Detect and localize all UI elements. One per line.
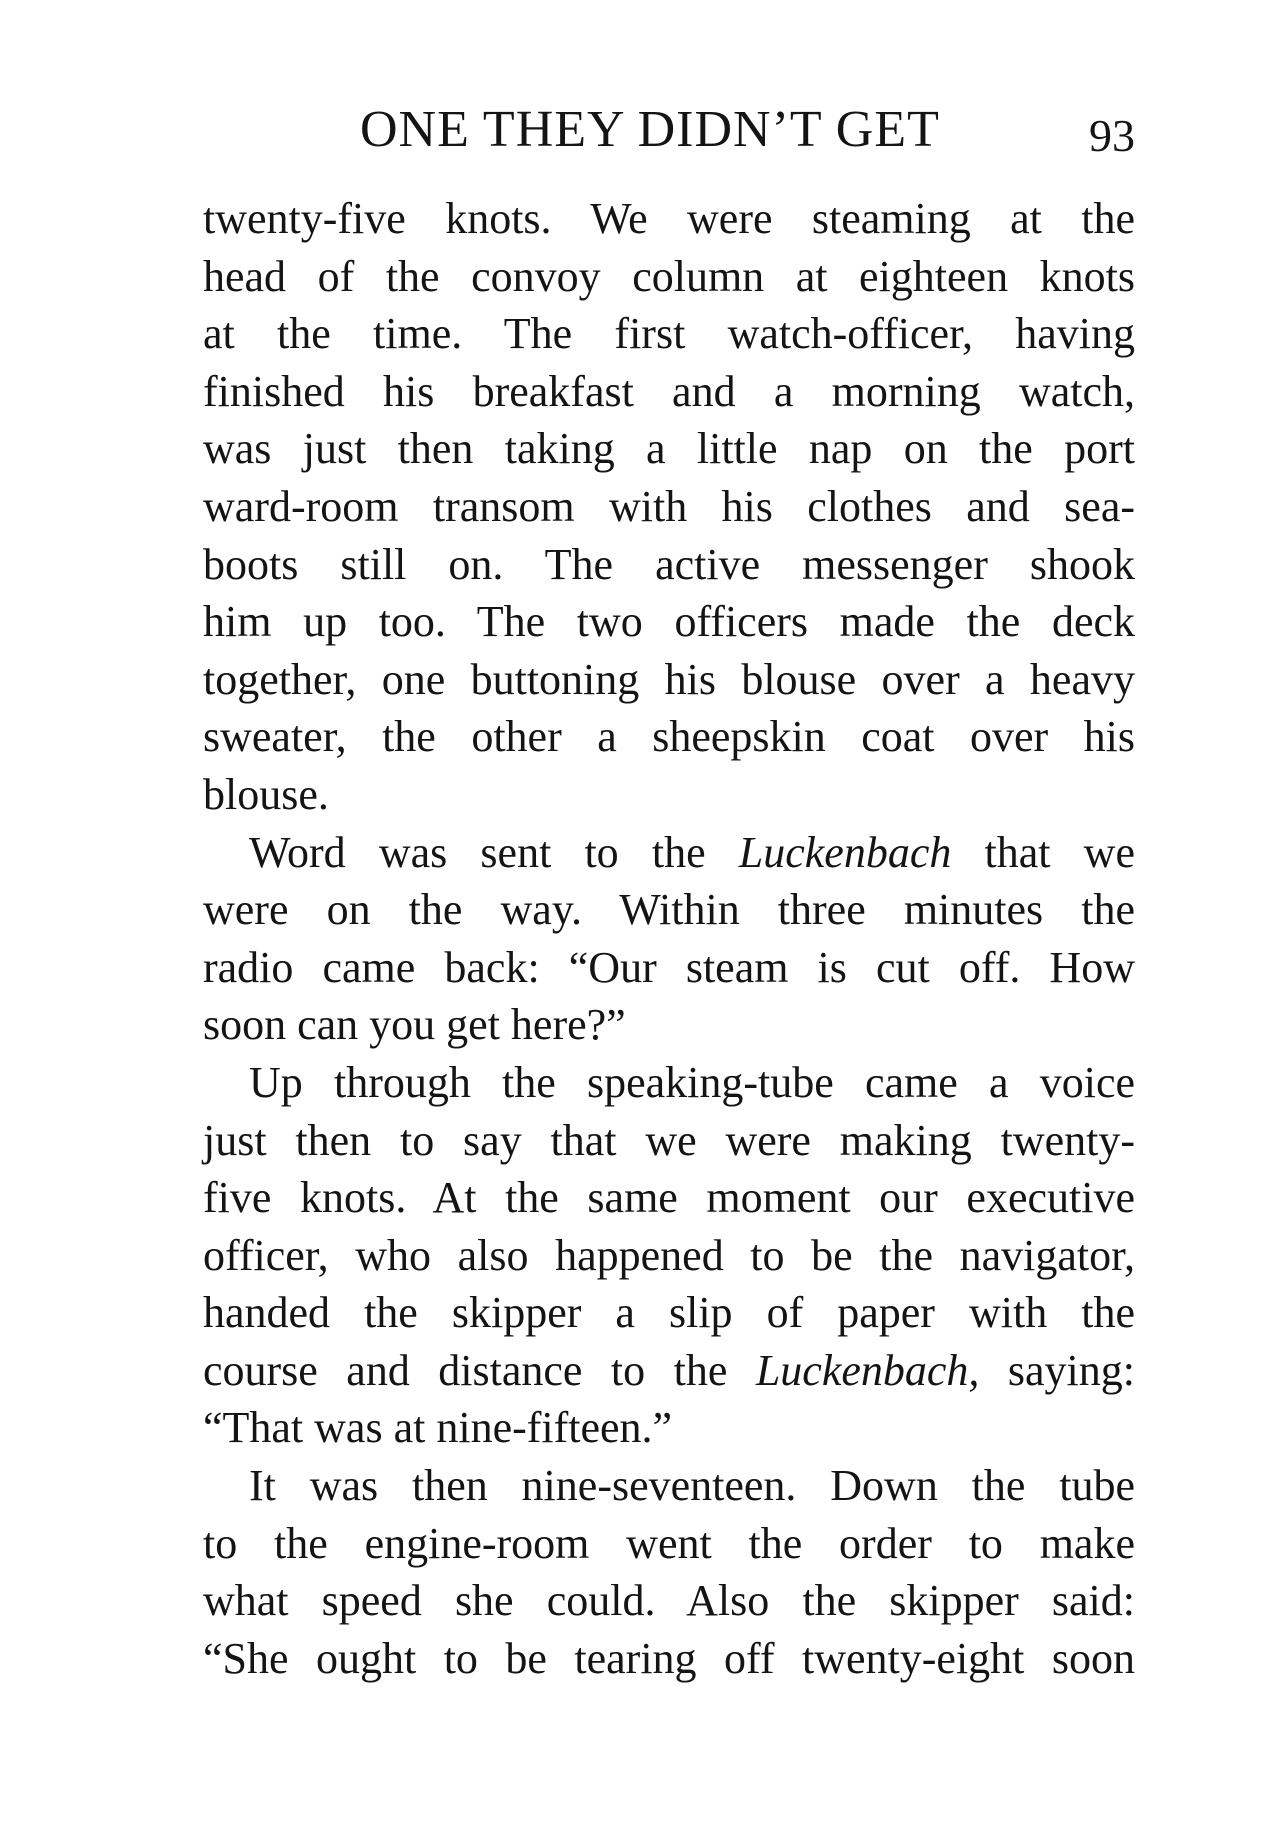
text-run: course and distance to the xyxy=(203,1345,756,1395)
body-text xyxy=(203,190,1135,1687)
text-line: officer, who also happened to be the navigator, xyxy=(203,1230,1135,1280)
text-line: It was then nine-seventeen. Down the tube xyxy=(249,1461,1135,1511)
text-line: twenty-five knots. We were steaming at the xyxy=(203,194,1135,243)
text-line: to the engine-room went the order to make xyxy=(203,1518,1135,1568)
text-line: him up too. The two officers made the deck xyxy=(203,597,1135,647)
text-run: Word was sent to the xyxy=(249,827,739,877)
text-line: boots still on. The active messenger shook xyxy=(203,539,1135,589)
text-run: that we xyxy=(951,827,1135,877)
ship-name-italic: Luckenbach xyxy=(738,827,952,877)
text-line: sweater, the other a sheepskin coat over his xyxy=(203,712,1135,762)
text-line: blouse. xyxy=(203,769,329,819)
text-line: were on the way. Within three minutes the xyxy=(203,885,1135,935)
ship-name-italic: Luckenbach, xyxy=(755,1345,980,1395)
page-number: 93 xyxy=(1089,110,1135,161)
text-line: handed the skipper a slip of paper with the xyxy=(203,1288,1135,1338)
text-line: what speed she could. Also the skipper said: xyxy=(203,1576,1135,1626)
text-line: was just then taking a little nap on the port xyxy=(203,424,1135,474)
text-line: head of the convoy column at eighteen knots xyxy=(203,251,1135,301)
text-line xyxy=(203,824,1135,882)
text-line: soon can you get here?” xyxy=(203,1000,626,1050)
text-line: radio came back: “Our steam is cut off. How xyxy=(203,942,1135,992)
text-line xyxy=(203,1342,1135,1400)
running-head xyxy=(200,98,1135,168)
text-line: ward-room transom with his clothes and sea- xyxy=(203,481,1135,531)
running-title: ONE THEY DIDN’T GET xyxy=(360,101,940,158)
text-line: five knots. At the same moment our executive xyxy=(203,1173,1135,1223)
text-line: Up through the speaking-tube came a voice xyxy=(249,1057,1135,1107)
text-run: saying: xyxy=(979,1345,1135,1395)
text-line: “She ought to be tearing off twenty-eight soon xyxy=(203,1633,1135,1683)
text-line: together, one buttoning his blouse over a heavy xyxy=(203,654,1135,704)
text-line: just then to say that we were making twenty- xyxy=(203,1115,1135,1165)
text-line: at the time. The first watch-officer, having xyxy=(203,309,1135,359)
text-line: finished his breakfast and a morning watch, xyxy=(203,366,1135,416)
text-line: “That was at nine-fifteen.” xyxy=(203,1403,673,1453)
